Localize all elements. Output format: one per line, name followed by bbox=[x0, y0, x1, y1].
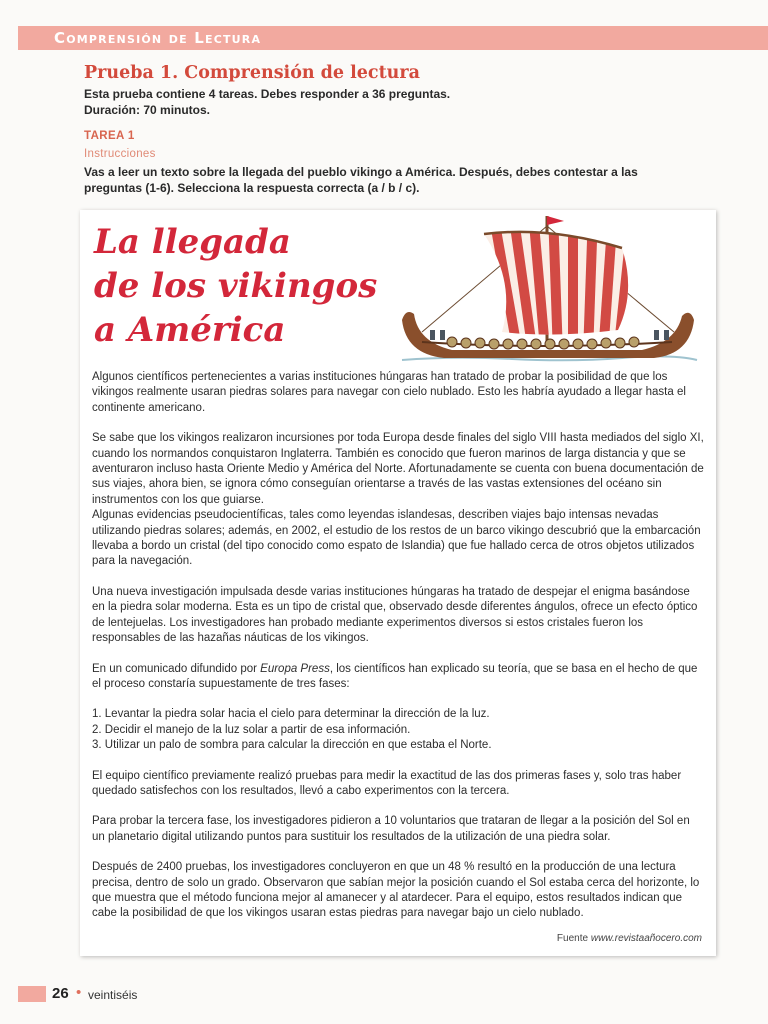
test-title: Prueba 1. Comprensión de lectura bbox=[84, 63, 420, 83]
source-label: Fuente bbox=[556, 933, 591, 944]
instructions-label: Instrucciones bbox=[84, 148, 156, 160]
section-banner-title: Comprensión de Lectura bbox=[54, 29, 262, 47]
article-headline bbox=[94, 220, 394, 352]
article-paragraph: Algunos científicos pertenecientes a varias instituciones húngaras han tratado de probar la posibilidad de que los vikingos realmente usaran piedras solares para navegar con cielo nublado. Esto les habría ayudado a llegar hasta el continente americano. bbox=[92, 371, 686, 414]
viking-ship-illustration bbox=[392, 212, 702, 370]
footer-bullet: • bbox=[76, 984, 82, 1001]
article-paragraph: Después de 2400 pruebas, los investigadores concluyeron en que un 48 % resultó en la producción de una lectura precisa, dentro de solo un grado. Observaron que sabían mejor la posición cuando el Sol estaba cerca del horizonte, lo que muestra que el método funciona mejor al amanecer y al atardecer. Para el equipo, estos resultados indican que cabe la posibilidad de que los vikingos usaran estas piedras para navegar bajo un cielo nublado. bbox=[92, 861, 700, 920]
article-source bbox=[557, 933, 702, 944]
source-url: www.revistaañocero.com bbox=[590, 933, 702, 944]
test-duration: Duración: 70 minutos. bbox=[84, 103, 211, 117]
article-paragraph bbox=[92, 662, 704, 693]
footer-accent-bar bbox=[18, 986, 46, 1002]
list-item: 3. Utilizar un palo de sombra para calcular la dirección en que estaba el Norte. bbox=[92, 739, 492, 752]
headline-line-2: de los vikingos bbox=[94, 266, 378, 306]
page-number-word: veintiséis bbox=[88, 988, 138, 1002]
task-label: TAREA 1 bbox=[84, 130, 135, 142]
article-paragraph: Algunas evidencias pseudocientíficas, tales como leyendas islandesas, describen viajes bajo intensas nevadas utilizando piedras solares; además, en 2002, el estudio de los restos de un barco vikingo descubrió que la embarcación llevaba a bordo un cristal (del tipo conocido como espato de Islandia) que fue hallado cerca de otros objetos utilizados para la navegación. bbox=[92, 509, 701, 568]
headline-line-3: a América bbox=[94, 310, 286, 350]
paragraph-text: , los científicos han explicado su teoría, que se basa en el hecho de que el proceso constaría supuestamente de tres fases: bbox=[92, 662, 698, 690]
headline-line-1: La llegada bbox=[94, 222, 291, 262]
article-body bbox=[92, 370, 704, 937]
test-info-line: Esta prueba contiene 4 tareas. Debes responder a 36 preguntas. bbox=[84, 87, 451, 101]
article-card bbox=[80, 210, 716, 956]
paragraph-text: En un comunicado difundido por bbox=[92, 662, 261, 675]
section-banner bbox=[18, 26, 768, 50]
test-header bbox=[84, 63, 684, 196]
task-instructions: Vas a leer un texto sobre la llegada del pueblo vikingo a América. Después, debes contestar a las preguntas (1-6). Selecciona la respuesta correcta (a / b / c). bbox=[84, 165, 638, 195]
article-paragraph: Se sabe que los vikingos realizaron incursiones por toda Europa desde finales del siglo VIII hasta mediados del siglo XI, cuando los normandos conquistaron Inglaterra. También es conocido que fueron marinos de larga distancia y que se aventuraron incluso hasta Oriente Medio y América del Norte. Afortunadamente se cuenta con buena documentación de sus viajes, ahora bien, se ignora cómo conseguían orientarse a través de las vastas extensiones del océano sin instrumentos con los que guiarse. bbox=[92, 432, 704, 506]
source-name: Europa Press bbox=[260, 662, 330, 675]
article-paragraph: El equipo científico previamente realizó pruebas para medir la exactitud de las dos primeras fases y, solo tras haber quedado satisfechos con los resultados, llevó a cabo experimentos con la tercera. bbox=[92, 769, 682, 797]
article-paragraph: Una nueva investigación impulsada desde varias instituciones húngaras ha tratado de despejar el enigma basándose en la piedra solar moderna. Esta es un tipo de cristal que, observado desde diferentes ángulos, ofrece un efecto óptico de lentejuelas. Los investigadores han probado mediante experimentos diversos si estos cristales fueron los responsables de las hazañas náuticas de los vikingos. bbox=[92, 585, 698, 645]
article-paragraph: Para probar la tercera fase, los investigadores pidieron a 10 voluntarios que trataran de llegar a la posición del Sol en un planetario digital utilizando puntos para sustituir los resultados de la utilización de una piedra solar. bbox=[92, 815, 690, 843]
list-item: 1. Levantar la piedra solar hacia el cielo para determinar la dirección de la luz. bbox=[92, 708, 490, 721]
list-item: 2. Decidir el manejo de la luz solar a partir de esa información. bbox=[92, 723, 411, 736]
phases-list bbox=[92, 707, 704, 753]
page-number: 26 bbox=[52, 985, 69, 1002]
